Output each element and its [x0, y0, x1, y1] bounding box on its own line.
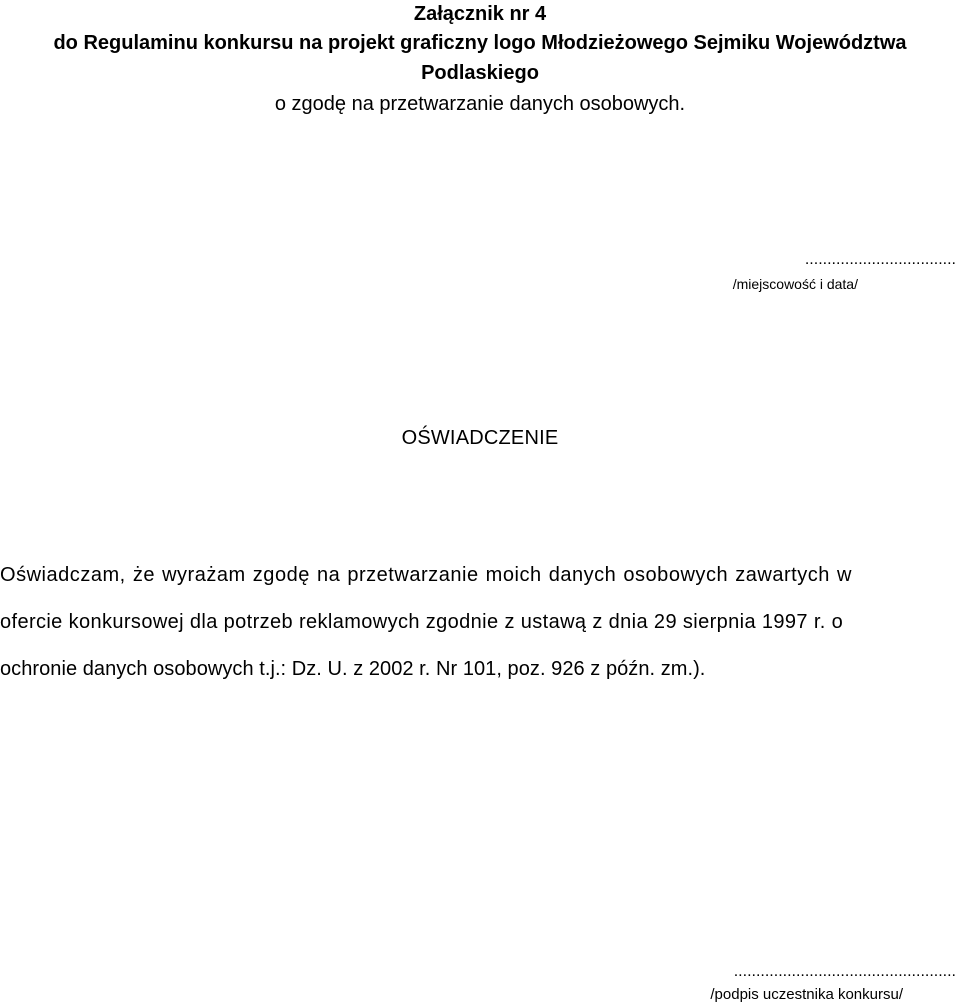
statement-line: Oświadczam, że wyrażam zgodę na przetwarzanie moich danych osobowych zawartych w	[0, 564, 852, 586]
attachment-number: Załącznik nr 4	[413, 3, 547, 25]
consent-subtitle: o zgodę na przetwarzanie danych osobowych.	[274, 93, 686, 115]
place-date-field: ..................................	[804, 251, 956, 268]
statement-title: OŚWIADCZENIE	[401, 427, 559, 449]
place-date-label: /miejscowość i data/	[732, 276, 858, 292]
regulation-title: do Regulaminu konkursu na projekt graficzny logo Młodzieżowego Sejmiku Województwa	[53, 32, 907, 54]
signature-label: /podpis uczestnika konkursu/	[710, 986, 903, 1003]
regulation-title-continued: Podlaskiego	[421, 62, 539, 84]
statement-line: ochronie danych osobowych t.j.: Dz. U. z 2002 r. Nr 101, poz. 926 z późn. zm.).	[0, 658, 706, 680]
statement-line: ofercie konkursowej dla potrzeb reklamowych zgodnie z ustawą z dnia 29 sierpnia 1997 r. o	[0, 611, 844, 633]
signature-field: ..................................................	[733, 963, 956, 980]
